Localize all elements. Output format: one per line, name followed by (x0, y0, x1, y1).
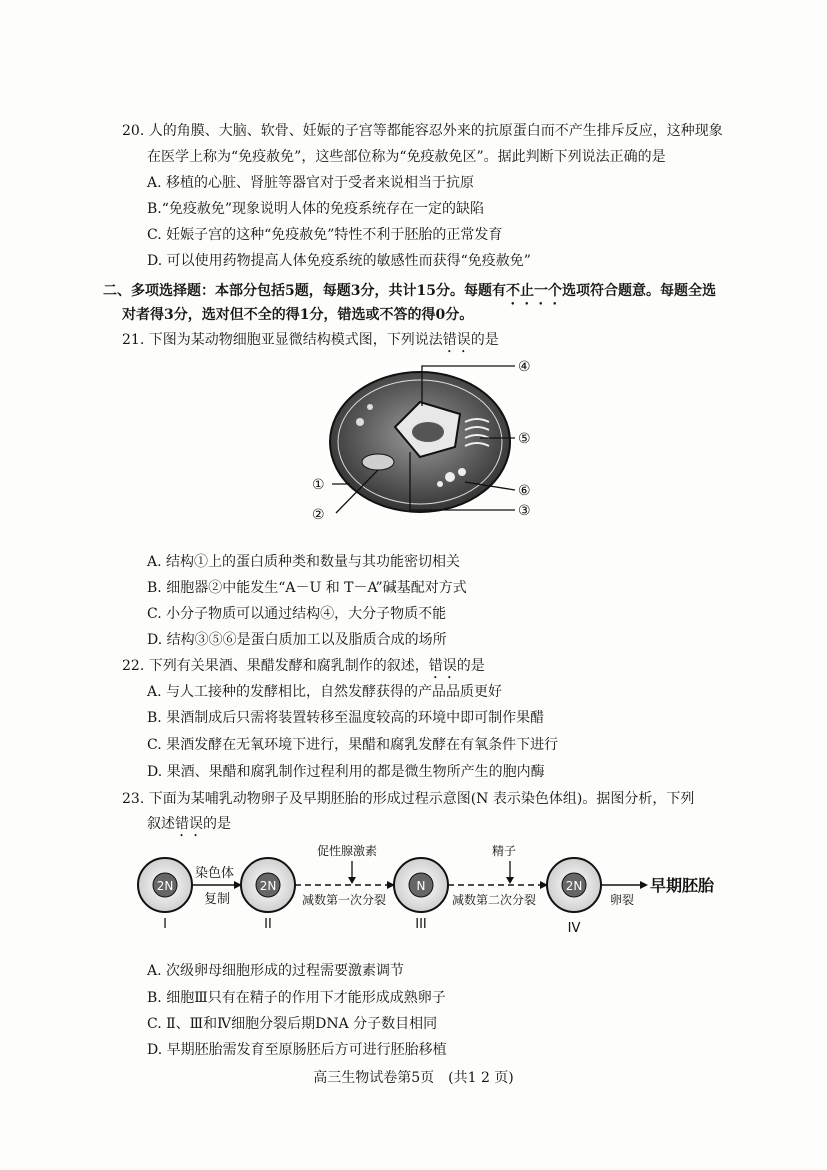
section2-emphasis: 不止一个 (505, 283, 562, 299)
q21-option-a[interactable]: A. 结构①上的蛋白质种类和数量与其功能密切相关 (147, 554, 461, 570)
cell-1 (138, 858, 192, 932)
label-3: ③ (518, 503, 531, 519)
q21-option-c[interactable]: C. 小分子物质可以通过结构④，大分子物质不能 (147, 606, 447, 622)
q23-stem-pre: 叙述 (147, 816, 175, 832)
q22-option-b[interactable]: B. 果酒制成后只需将装置转移至温度较高的环境中即可制作果醋 (147, 710, 545, 726)
cleavage-label: 卵裂 (610, 893, 635, 907)
q22-stem (122, 657, 485, 682)
q23-stem-post: 的是 (203, 816, 231, 832)
step1-label-top: 染色体 (195, 866, 235, 881)
q21-option-d[interactable]: D. 结构③⑤⑥是蛋白质加工以及脂质合成的场所 (147, 632, 447, 648)
step3-label: 减数第二次分裂 (452, 893, 537, 907)
q20-stem-line1: 20. 人的角膜、大脑、软骨、妊娠的子宫等都能容忍外来的抗原蛋白而不产生排斥反应，这种现象 (122, 123, 723, 139)
hormone-arrowhead (348, 877, 356, 884)
q22-option-c[interactable]: C. 果酒发酵在无氧环境下进行，果醋和腐乳发酵在有氧条件下进行 (147, 737, 559, 753)
q20-stem-line2: 在医学上称为“免疫赦免”，这些部位称为“免疫赦免区”。据此判断下列说法正确的是 (147, 149, 666, 165)
section2-scoring: 对者得3分，选对但不全的得1分，错选或不答的得0分。 (122, 307, 474, 323)
label-5: ⑤ (518, 431, 531, 447)
section2-header (103, 282, 716, 308)
cell-4 (547, 858, 601, 936)
label-1: ① (312, 477, 325, 493)
cell-2-ploidy: 2N (259, 879, 277, 893)
oocyte-diagram (130, 840, 730, 940)
q20-option-a[interactable]: A. 移植的心脏、肾脏等器官对于受者来说相当于抗原 (147, 175, 475, 191)
sperm-arrowhead (506, 877, 514, 884)
q23-option-d[interactable]: D. 早期胚胎需发育至原肠胚后方可进行胚胎移植 (147, 1042, 447, 1058)
q23-option-a[interactable]: A. 次级卵母细胞形成的过程需要激素调节 (147, 963, 405, 979)
q23-stem-line2 (147, 815, 231, 840)
q23-option-b[interactable]: B. 细胞Ⅲ只有在精子的作用下才能形成成熟卵子 (147, 990, 446, 1006)
early-embryo-label: 早期胚胎 (650, 876, 715, 895)
section2-text-post: 选项符合题意。每题全选 (561, 283, 716, 299)
q22-stem-pre: 22. 下列有关果酒、果醋发酵和腐乳制作的叙述， (122, 658, 429, 674)
cell-3-numeral: III (415, 917, 427, 932)
q22-stem-post: 的是 (456, 658, 485, 674)
cell-diagram (300, 352, 550, 532)
q20-option-d[interactable]: D. 可以使用药物提高人体免疫系统的敏感性而获得“免疫赦免” (147, 253, 531, 269)
cell-1-numeral: I (163, 917, 167, 932)
q20-option-b[interactable]: B.“免疫赦免”现象说明人体的免疫系统存在一定的缺陷 (147, 201, 485, 217)
step2-label: 减数第一次分裂 (302, 893, 387, 907)
q21-stem-pre: 21. 下图为某动物细胞亚显微结构模式图，下列说法 (122, 332, 443, 348)
q21-stem-emphasis: 错误 (442, 332, 471, 348)
q22-option-d[interactable]: D. 果酒、果醋和腐乳制作过程利用的都是微生物所产生的胞内酶 (147, 764, 545, 780)
label-6: ⑥ (518, 483, 531, 499)
cell-4-ploidy: 2N (565, 879, 583, 893)
cell-2 (241, 858, 295, 932)
step1-label-bottom: 复制 (204, 892, 231, 907)
q23-stem-line1: 23. 下面为某哺乳动物卵子及早期胚胎的形成过程示意图(N 表示染色体组)。据图分析，下列 (122, 791, 695, 807)
q21-option-b[interactable]: B. 细胞器②中能发生“A－U 和 T－A”碱基配对方式 (147, 580, 467, 596)
q21-stem-post: 的是 (470, 332, 499, 348)
q22-option-a[interactable]: A. 与人工接种的发酵相比，自然发酵获得的产品品质更好 (147, 684, 503, 700)
q20-option-c[interactable]: C. 妊娠子宫的这种“免疫赦免”特性不利于胚胎的正常发育 (147, 227, 503, 243)
hormone-label: 促性腺激素 (317, 844, 378, 858)
q23-option-c[interactable]: C. Ⅱ、Ⅲ和Ⅳ细胞分裂后期DNA 分子数目相同 (147, 1016, 438, 1032)
cell-2-numeral: II (264, 917, 272, 932)
cell-3-ploidy: N (416, 879, 426, 893)
cell-3 (394, 858, 448, 932)
cell-1-ploidy: 2N (156, 879, 174, 893)
page-footer: 高三生物试卷第5页 (共1 2 页) (313, 1070, 514, 1086)
q22-stem-emphasis: 错误 (428, 658, 457, 674)
cell-4-numeral: IV (567, 921, 581, 936)
label-2: ② (312, 507, 325, 523)
label-4: ④ (518, 359, 531, 375)
cleavage-arrowhead (640, 881, 648, 889)
sperm-label: 精子 (492, 844, 517, 858)
q23-stem-emphasis: 错误 (175, 816, 203, 832)
section2-text-pre: 二、多项选择题：本部分包括5题，每题3分，共计15分。每题有 (103, 283, 506, 299)
